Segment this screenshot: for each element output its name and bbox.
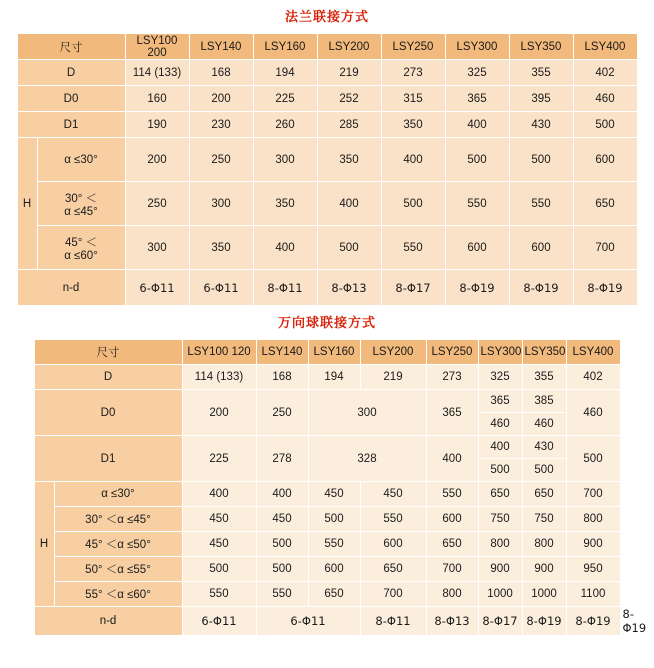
cell: 500 (381, 182, 445, 226)
cell: 8-Φ13 (317, 270, 381, 306)
cell: 400 (426, 436, 478, 482)
cell: 800 (478, 532, 522, 557)
row-label-d1: D1 (17, 112, 125, 138)
cell: 550 (381, 226, 445, 270)
cell: 550 (256, 582, 308, 607)
col-header-lsy250: LSY250 (381, 34, 445, 60)
cell: 600 (308, 557, 360, 582)
cell: 225 (253, 86, 317, 112)
col-header-lsy250: LSY250 (426, 340, 478, 365)
cell: 950 (566, 557, 620, 582)
cell: 550 (445, 182, 509, 226)
row-label-nd: n-d (17, 270, 125, 306)
cell: 650 (573, 182, 637, 226)
cell: 500 (478, 459, 522, 482)
cell: 800 (426, 582, 478, 607)
cell: 400 (445, 112, 509, 138)
cell: 400 (381, 138, 445, 182)
cell: 400 (256, 482, 308, 507)
cell: 200 (189, 86, 253, 112)
table-header-row (34, 340, 620, 365)
cell: 1100 (566, 582, 620, 607)
row-label-alpha-45: 30° ＜α ≤45° (54, 507, 182, 532)
cell: 6-Φ11 (125, 270, 189, 306)
row-label-alpha-50: 45° ＜α ≤50° (54, 532, 182, 557)
cell: 8-Φ19 (522, 607, 566, 636)
cell: 8-Φ19 (573, 270, 637, 306)
cell: 430 (509, 112, 573, 138)
cell: 300 (189, 182, 253, 226)
cell: 500 (573, 112, 637, 138)
cell: 8-Φ17 (381, 270, 445, 306)
col-header-lsy100: LSY100 200 (125, 34, 189, 60)
cell: 460 (566, 390, 620, 436)
cell: 430 (522, 436, 566, 459)
cell: 365 (478, 390, 522, 413)
cell: 190 (125, 112, 189, 138)
row-label-d1: D1 (34, 436, 182, 482)
cell: 114 (133) (182, 365, 256, 390)
cell: 325 (478, 365, 522, 390)
cell: 450 (360, 482, 426, 507)
cell: 273 (426, 365, 478, 390)
cell: 650 (426, 532, 478, 557)
col-header-lsy400: LSY400 (573, 34, 637, 60)
cell: 900 (478, 557, 522, 582)
cell: 650 (522, 482, 566, 507)
cell: 700 (426, 557, 478, 582)
row-label-line2: α ≤45° (64, 205, 98, 218)
cell: 285 (317, 112, 381, 138)
row-label-alpha-60 (37, 226, 125, 270)
cell: 350 (317, 138, 381, 182)
cell: 550 (426, 482, 478, 507)
universal-ball-connection-table (34, 339, 647, 636)
cell: 400 (253, 226, 317, 270)
table-row (17, 182, 637, 226)
cell: 225 (182, 436, 256, 482)
cell: 160 (125, 86, 189, 112)
cell: 460 (478, 413, 522, 436)
cell: 500 (509, 138, 573, 182)
table-row (17, 86, 637, 112)
row-label-alpha-45 (37, 182, 125, 226)
cell: 260 (253, 112, 317, 138)
table-row (17, 270, 637, 306)
row-group-label-h: H (17, 138, 37, 270)
cell: 460 (522, 413, 566, 436)
col-header-lsy160: LSY160 (253, 34, 317, 60)
cell: 355 (509, 60, 573, 86)
cell: 252 (317, 86, 381, 112)
cell: 450 (308, 482, 360, 507)
cell: 8-Φ19 (566, 607, 620, 636)
row-label-line2: α ≤60° (64, 249, 98, 262)
cell: 350 (381, 112, 445, 138)
cell: 1000 (478, 582, 522, 607)
cell: 800 (522, 532, 566, 557)
cell: 550 (308, 532, 360, 557)
cell: 300 (253, 138, 317, 182)
cell: 325 (445, 60, 509, 86)
table-row (17, 226, 637, 270)
row-label-line1: 30° ＜ (64, 192, 98, 205)
cell: 278 (256, 436, 308, 482)
row-label-line1: 45° ＜ (64, 236, 98, 249)
row-label-d0: D0 (17, 86, 125, 112)
cell: 8-Φ19 (509, 270, 573, 306)
cell: 350 (189, 226, 253, 270)
row-label-alpha-60: 55° ＜α ≤60° (54, 582, 182, 607)
row-label-alpha-30: α ≤30° (37, 138, 125, 182)
cell: 355 (522, 365, 566, 390)
col-header-lsy140: LSY140 (189, 34, 253, 60)
table-row (34, 436, 620, 459)
cell: 550 (360, 507, 426, 532)
cell: 750 (522, 507, 566, 532)
cell: 114 (133) (125, 60, 189, 86)
cell: 8-Φ17 (478, 607, 522, 636)
cell: 450 (256, 507, 308, 532)
cell: 402 (573, 60, 637, 86)
table-row (17, 138, 637, 182)
cell: 450 (182, 507, 256, 532)
cell: 400 (317, 182, 381, 226)
cell: 500 (445, 138, 509, 182)
table-row (17, 112, 637, 138)
cell: 550 (509, 182, 573, 226)
cell: 219 (317, 60, 381, 86)
cell: 650 (360, 557, 426, 582)
cell: 300 (125, 226, 189, 270)
flange-connection-table (17, 33, 638, 306)
cell: 328 (308, 436, 426, 482)
table-row (34, 532, 620, 557)
col-header-size: 尺寸 (17, 34, 125, 60)
table-row (34, 365, 620, 390)
cell: 600 (445, 226, 509, 270)
cell: 700 (573, 226, 637, 270)
cell: 194 (253, 60, 317, 86)
cell: 200 (182, 390, 256, 436)
cell: 395 (509, 86, 573, 112)
cell: 400 (478, 436, 522, 459)
col-header-lsy200: LSY200 (317, 34, 381, 60)
col-header-lsy350: LSY350 (509, 34, 573, 60)
cell: 500 (256, 557, 308, 582)
cell: 700 (360, 582, 426, 607)
cell: 700 (566, 482, 620, 507)
cell: 600 (573, 138, 637, 182)
cell: 500 (566, 436, 620, 482)
cell: 168 (189, 60, 253, 86)
cell: 600 (509, 226, 573, 270)
cell: 500 (522, 459, 566, 482)
row-label-d: D (34, 365, 182, 390)
cell: 8-Φ11 (253, 270, 317, 306)
cell: 300 (308, 390, 426, 436)
flange-section-title: 法兰联接方式 (284, 9, 369, 24)
row-label-alpha-30: α ≤30° (54, 482, 182, 507)
cell: 402 (566, 365, 620, 390)
cell: 450 (182, 532, 256, 557)
cell: 365 (445, 86, 509, 112)
table-row (34, 557, 620, 582)
cell: 6-Φ11 (189, 270, 253, 306)
cell: 350 (253, 182, 317, 226)
col-header-lsy100: LSY100 120 (182, 340, 256, 365)
col-header-lsy400: LSY400 (566, 340, 620, 365)
col-header-lsy140: LSY140 (256, 340, 308, 365)
row-label-d: D (17, 60, 125, 86)
cell: 500 (308, 507, 360, 532)
cell: 385 (522, 390, 566, 413)
cell: 460 (573, 86, 637, 112)
cell: 500 (317, 226, 381, 270)
cell: 6-Φ11 (256, 607, 360, 636)
cell: 600 (426, 507, 478, 532)
col-header-lsy300: LSY300 (478, 340, 522, 365)
cell: 168 (256, 365, 308, 390)
col-header-lsy200: LSY200 (360, 340, 426, 365)
row-label-alpha-55: 50° ＜α ≤55° (54, 557, 182, 582)
row-label-nd: n-d (34, 607, 182, 636)
cell: 900 (522, 557, 566, 582)
row-label-d0: D0 (34, 390, 182, 436)
cell: 365 (426, 390, 478, 436)
cell: 650 (478, 482, 522, 507)
table-row (34, 582, 620, 607)
cell: 219 (360, 365, 426, 390)
cell: 200 (125, 138, 189, 182)
cell: 315 (381, 86, 445, 112)
col-header-lsy160: LSY160 (308, 340, 360, 365)
cell: 8-Φ11 (360, 607, 426, 636)
cell: 230 (189, 112, 253, 138)
cell: 8-Φ13 (426, 607, 478, 636)
table-row (17, 60, 637, 86)
cell: 194 (308, 365, 360, 390)
cell: 500 (256, 532, 308, 557)
col-header-lsy350: LSY350 (522, 340, 566, 365)
cell: 250 (256, 390, 308, 436)
ball-section-title: 万向球联接方式 (277, 315, 376, 330)
cell: 400 (182, 482, 256, 507)
cell: 550 (182, 582, 256, 607)
cell: 6-Φ11 (182, 607, 256, 636)
table-row (34, 507, 620, 532)
cell: 650 (308, 582, 360, 607)
table-row (34, 390, 620, 413)
cell: 1000 (522, 582, 566, 607)
cell: 500 (182, 557, 256, 582)
cell: 900 (566, 532, 620, 557)
col-header-size: 尺寸 (34, 340, 182, 365)
table-row (34, 482, 620, 507)
col-header-lsy300: LSY300 (445, 34, 509, 60)
cell: 800 (566, 507, 620, 532)
cell: 600 (360, 532, 426, 557)
row-group-label-h: H (34, 482, 54, 607)
table-row: n-d 6-Φ11 6-Φ11 8-Φ11 8-Φ13 8-Φ17 8-Φ19 8-Φ19 8-Φ19 (34, 607, 620, 636)
cell: 250 (125, 182, 189, 226)
cell: 8-Φ19 (445, 270, 509, 306)
cell: 273 (381, 60, 445, 86)
table-header-row (17, 34, 637, 60)
cell: 250 (189, 138, 253, 182)
cell: 750 (478, 507, 522, 532)
